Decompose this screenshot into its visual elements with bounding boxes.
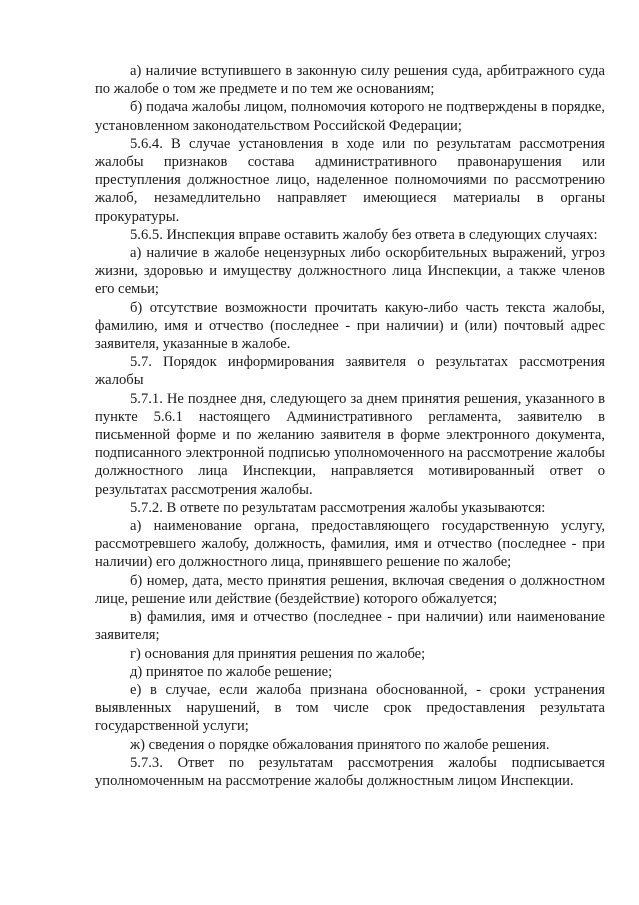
list-item-e-deadlines: е) в случае, если жалоба признана обоснованной, - сроки устранения выявленных нарушений, в том числе срок предоставления результата государственной услуги; xyxy=(95,681,605,735)
paragraph-unconfirmed-authority: б) подача жалобы лицом, полномочия которого не подтверждены в порядке, установленном законодательством Российской Федерации; xyxy=(95,99,605,134)
paragraph-court-decision: а) наличие вступившего в законную силу решения суда, арбитражного суда по жалобе о том же предмете и по тем же основаниям; xyxy=(95,63,605,98)
document-page xyxy=(95,62,605,790)
list-item-g-grounds: г) основания для принятия решения по жалобе; xyxy=(130,645,426,662)
list-item-a-authority-name: а) наименование органа, предоставляющего государственную услугу, рассмотревшего жалобу, должность, фамилия, имя и отчество (последнее - при наличии) его должностного лица, принявшего решение по жалобе; xyxy=(95,518,605,571)
paragraph-5-7-3: 5.7.3. Ответ по результатам рассмотрения жалобы подписывается уполномоченным на рассмотрение жалобы должностным лицом Инспекции. xyxy=(95,754,605,789)
list-item-v-applicant-name: в) фамилия, имя и отчество (последнее - при наличии) или наименование заявителя; xyxy=(95,609,605,644)
paragraph-5-6-5: 5.6.5. Инспекция вправе оставить жалобу без ответа в следующих случаях: xyxy=(130,226,598,243)
list-item-d-decision: д) принятое по жалобе решение; xyxy=(130,663,333,680)
list-item-b-decision-number: б) номер, дата, место принятия решения, включая сведения о должностном лице, решение или действие (бездействие) которого обжалуется; xyxy=(95,572,605,607)
paragraph-5-7-2: 5.7.2. В ответе по результатам рассмотрения жалобы указываются: xyxy=(130,499,546,516)
paragraph-5-7-1: 5.7.1. Не позднее дня, следующего за днем принятия решения, указанного в пункте 5.6.1 настоящего Административного регламента, заявителю в письменной форме и по желанию заявителя в форме электронного документа, подписанного электронной подписью уполномоченного на рассмотрение жалобы должностного лица Инспекции, направляется мотивированный ответ о результатах рассмотрения жалобы. xyxy=(95,390,605,498)
list-item-zh-appeal-procedure: ж) сведения о порядке обжалования принятого по жалобе решения. xyxy=(130,736,550,753)
paragraph-unreadable-text: б) отсутствие возможности прочитать какую-либо часть текста жалобы, фамилию, имя и отчество (последнее - при наличии) и (или) почтовый адрес заявителя, указанные в жалобе. xyxy=(95,299,605,353)
paragraph-obscene-language: а) наличие в жалобе нецензурных либо оскорбительных выражений, угроз жизни, здоровью и имуществу должностного лица Инспекции, а также членов его семьи; xyxy=(95,245,605,298)
paragraph-5-6-4: 5.6.4. В случае установления в ходе или по результатам рассмотрения жалобы признаков состава административного правонарушения или преступления должностное лицо, наделенное полномочиями по рассмотрению жалоб, незамедлительно направляет имеющиеся материалы в органы прокуратуры. xyxy=(95,135,605,225)
section-heading-5-7: 5.7. Порядок информирования заявителя о результатах рассмотрения жалобы xyxy=(95,354,605,389)
